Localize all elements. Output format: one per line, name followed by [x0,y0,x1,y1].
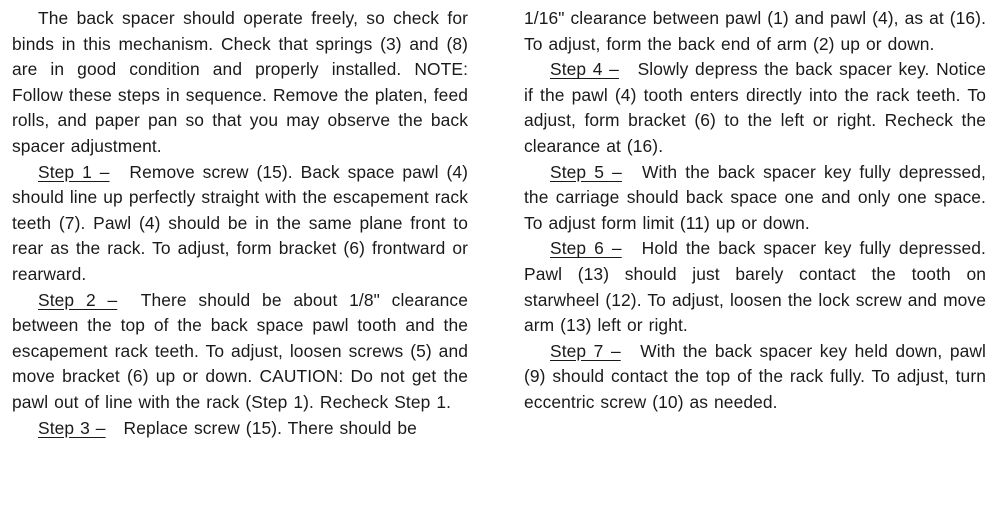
step-3-continued-text: 1/16" clearance between pawl (1) and pawl (4), as at (16). To adjust, form the back end of arm (2) up or down. [524,8,986,54]
step-5-text: With the back spacer key fully depressed, the carriage should back space one and only one space. To adjust form limit (11) up or down. [524,161,986,233]
step-6-label: Step 6 – [550,238,622,259]
step-1-text: Remove screw (15). Back space pawl (4) should line up perfectly straight with the escapement rack teeth (7). Pawl (4) should be in the same plane front to rear as the rack. To adjust, form bracket (6) frontward or rearward. [12,161,468,284]
step-7-text: With the back spacer key held down, pawl (9) should contact the top of the rack fully. To adjust, turn eccentric screw (10) as needed. [524,340,986,412]
step-5-paragraph [524,160,986,237]
step-3-paragraph [12,416,468,442]
step-4-text: Slowly depress the back spacer key. Notice if the pawl (4) tooth enters directly into the rack teeth. To adjust, form bracket (6) to the left or right. Recheck the clearance at (16). [524,59,986,156]
step-3-text: Replace screw (15). There should be [123,417,417,438]
intro-text: The back spacer should operate freely, so check for binds in this mechanism. Check that springs (3) and (8) are in good condition and properly installed. NOTE: Follow these steps in sequence. Remove the platen, feed rolls, and paper pan so that you may observe the back spacer adjustment. [12,8,468,156]
left-column [12,6,468,441]
intro-paragraph [12,6,468,160]
right-column [524,6,986,416]
step-6-text: Hold the back spacer key fully depressed. Pawl (13) should just barely contact the tooth on starwheel (12). To adjust, loosen the lock screw and move arm (13) left or right. [524,238,986,336]
step-4-label: Step 4 – [550,59,619,80]
step-2-paragraph [12,288,468,416]
step-2-label: Step 2 – [38,289,118,310]
step-3-continued-paragraph [524,6,986,57]
step-3-label: Step 3 – [38,417,106,438]
step-4-paragraph [524,57,986,159]
step-2-text: There should be about 1/8" clearance between the top of the back space pawl tooth and the escapement rack teeth. To adjust, loosen screws (5) and move bracket (6) up or down. CAUTION: Do not get the pawl out of line with the rack (Step 1). Recheck Step 1. [12,289,468,412]
step-5-label: Step 5 – [550,161,622,182]
step-1-label: Step 1 – [38,161,110,182]
step-6-paragraph [524,236,986,338]
step-1-paragraph [12,160,468,288]
step-7-label: Step 7 – [550,340,621,361]
step-7-paragraph [524,339,986,416]
